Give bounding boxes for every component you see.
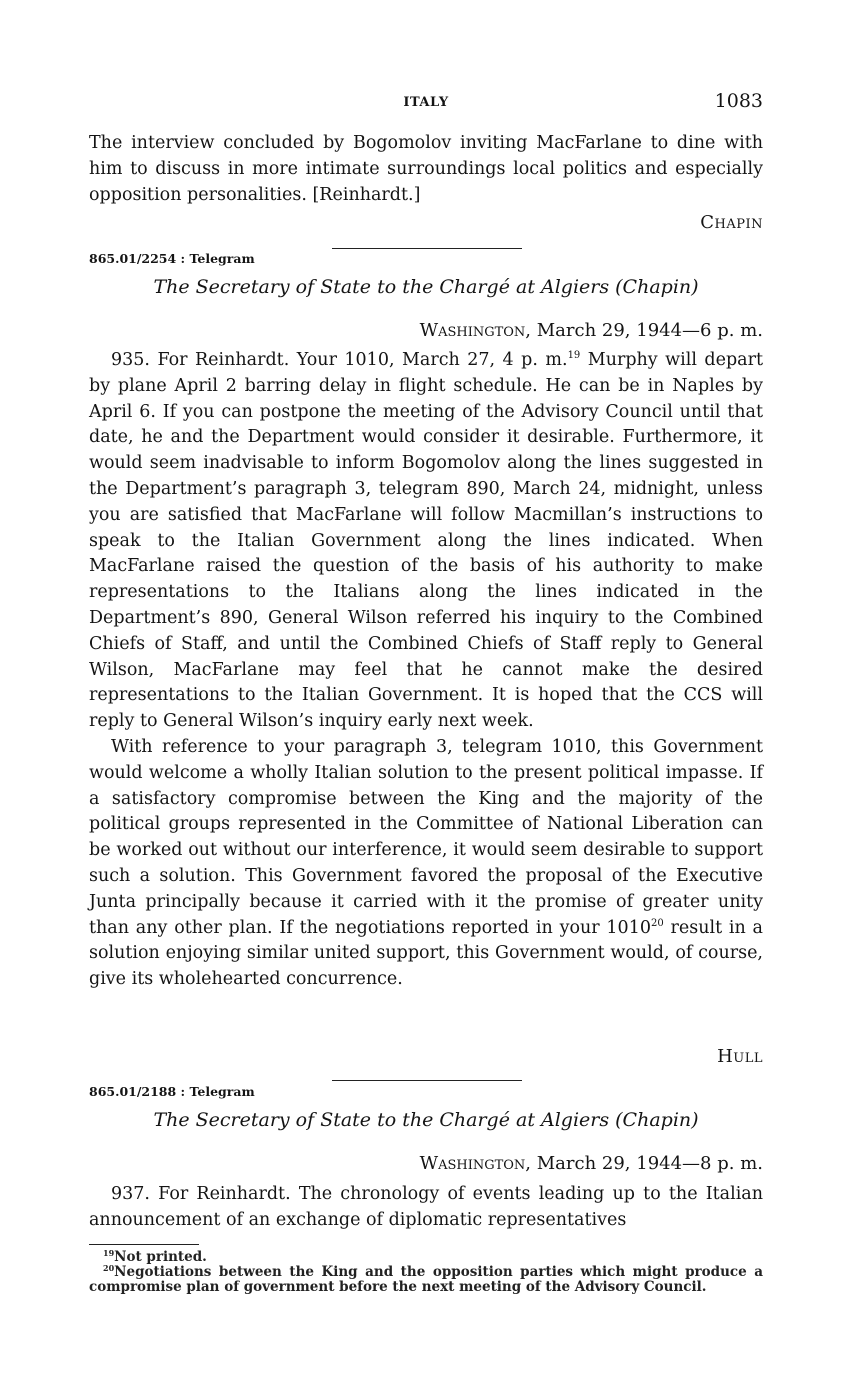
page-number: 1083 <box>714 90 763 112</box>
dateline <box>420 320 763 341</box>
footnote-text: Negotiations between the King and the opposition parties which might produce a compromise plan of government before the next meeting of the Advisory Council. <box>89 1264 763 1295</box>
footnote-text: Not printed. <box>114 1249 207 1265</box>
dateline-date: , March 29, 1944—6 p. m. <box>525 320 763 341</box>
paragraph-text: With reference to your paragraph 3, telegram 1010, this Government would welcome a wholly Italian solution to the present political impasse. If a satisfactory compromise between the King and the majority of the political groups represented in the Committee of National Liberation can be worked out without our interference, it would seem desirable to support such a solution. This Government favored the proposal of the Executive Junta principally because it carried with it the promise of greater unity than any other plan. If the negotiations reported in your 1010 <box>89 736 763 938</box>
document-page <box>89 0 763 1379</box>
paragraph-text: result in a solution enjoying similar united support, this Government would, of course, give its wholehearted concurrence. <box>89 917 763 990</box>
document-title: The Secretary of State to the Chargé at Algiers (Chapin) <box>153 276 699 298</box>
footnote-mark: 20 <box>650 917 664 929</box>
footnote <box>89 1250 763 1265</box>
footnote-rule <box>89 1244 199 1245</box>
page-header <box>89 90 763 114</box>
paragraph: The interview concluded by Bogomolov inviting MacFarlane to dine with him to discuss in more intimate surroundings local politics and especially opposition personalities. [Reinhardt.] <box>89 133 763 205</box>
section-rule <box>332 248 522 249</box>
telegram-937-body <box>89 1182 763 1234</box>
paragraph: 937. For Reinhardt. The chronology of events leading up to the Italian announcement of an exchange of diplomatic representatives <box>89 1184 763 1230</box>
telegram-935-body <box>89 348 763 993</box>
footnote <box>89 1265 763 1295</box>
file-reference: 865.01/2254 : Telegram <box>89 251 255 266</box>
footnote-mark: 19 <box>567 350 581 361</box>
paragraph-text: 935. For Reinhardt. Your 1010, March 27, 4 p. m. <box>111 350 568 370</box>
footnotes <box>89 1250 763 1295</box>
running-title: ITALY <box>403 95 449 110</box>
dateline-place: Washington <box>419 320 526 341</box>
document-title: The Secretary of State to the Chargé at Algiers (Chapin) <box>153 1109 699 1131</box>
dateline-place: Washington <box>419 1153 526 1174</box>
dateline-date: , March 29, 1944—8 p. m. <box>525 1153 763 1174</box>
paragraph <box>89 735 763 993</box>
paragraph <box>89 348 763 735</box>
paragraph-text: Murphy will depart by plane April 2 barring delay in flight schedule. He can be in Naples by April 6. If you can postpone the meeting of the Advisory Council until that date, he and the Department would consider it desirable. Furthermore, it would seem inadvisable to inform Bogomolov along the lines suggested in the Department’s paragraph 3, telegram 890, March 24, midnight, unless you are satisfied that MacFarlane will follow Macmillan’s instructions to speak to the Italian Government along the lines indicated. When MacFarlane raised the question of the basis of his authority to make representations to the Italians along the lines indicated in the Department’s 890, General Wilson referred his inquiry to the Combined Chiefs of Staff, and until the Combined Chiefs of Staff reply to General Wilson, MacFarlane may feel that he cannot make the desired representations to the Italian Government. It is hoped that the CCS will reply to General Wilson’s inquiry early next week. <box>89 350 763 732</box>
footnote-number: 19 <box>103 1248 115 1258</box>
continued-paragraph <box>89 131 763 208</box>
dateline <box>420 1153 763 1174</box>
signature-hull: Hull <box>717 1046 763 1067</box>
signature-chapin: Chapin <box>700 212 763 233</box>
file-reference: 865.01/2188 : Telegram <box>89 1084 255 1099</box>
footnote-number: 20 <box>103 1263 115 1273</box>
section-rule <box>332 1080 522 1081</box>
